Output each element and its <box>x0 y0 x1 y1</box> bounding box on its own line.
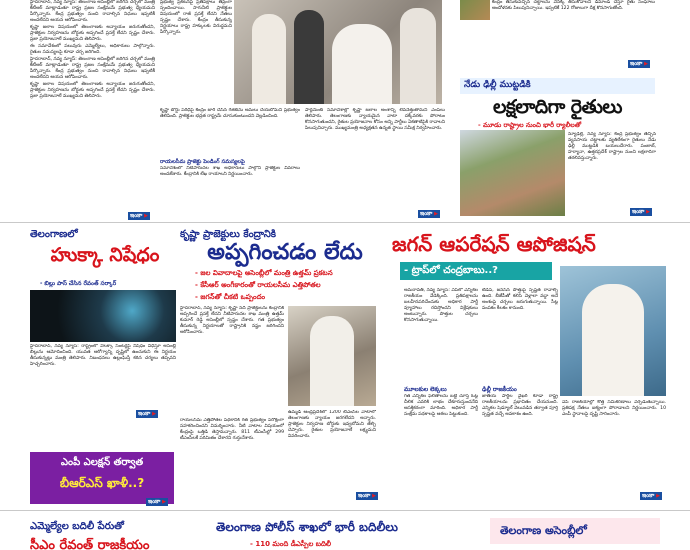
minister-uttam-photo <box>288 306 376 406</box>
person-figure <box>252 14 286 104</box>
hookah-tag: తెలంగాణలో <box>30 229 78 240</box>
ministers-photo <box>234 0 442 104</box>
person-figure <box>582 284 644 396</box>
jagan-text-c: గత ఎన్నికల ఫలితాలను బట్టి చూస్తే ఓట్ల చీలిక ఎవరికి లాభం చేకూరుస్తుందనేది ఆసక్తికరంగా మారింది. అధికార పార్టీ సంక్షేమ పథకాలపై ఆశలు పెట్టుకుంది. <box>404 394 478 417</box>
police-headline: తెలంగాణ పోలీస్ శాఖలో భారీ బదిలీలు <box>216 520 398 534</box>
paragraph: కృష్ణా జలాల విషయంలో తెలంగాణకు అన్యాయం జరుగుతోందని, ప్రాజెక్టుల నిర్వహణను బోర్డుకు అప్పగించే ప్రసక్తే లేదని స్పష్టం చేశారు. ప్రజా ప్రయోజనాలే ముఖ్యమని తెలిపారు. <box>30 25 155 42</box>
paragraph: హైదరాబాద్, నవ్య న్యూస్: తెలంగాణ అసెంబ్లీలో జరిగిన చర్చలో మంత్రి కేటీఆర్ మాట్లాడుతూ రాష్ట్ర ప్రజల సంక్షేమమే ప్రభుత్వ ధ్యేయమని పేర్కొన్నారు. కేంద్ర ప్రభుత్వం నుంచి రావాల్సిన నిధులు ఇప్పటికీ అందలేదని ఆయన ఆరోపించారు. <box>30 0 155 23</box>
top-left-article <box>30 0 155 222</box>
mla-tag: ఎమ్మెల్యేల బదిలీ పేరుతో <box>30 521 124 532</box>
divider <box>0 510 690 511</box>
person-figure <box>310 316 354 406</box>
more-link[interactable]: ఇంకా ▶ <box>630 208 652 216</box>
farmers-text: న్యూఢిల్లీ, నవ్య న్యూస్: కేంద్ర ప్రభుత్వం తెచ్చిన వ్యవసాయ చట్టాలకు వ్యతిరేకంగా రైతులు నేడు ఢిల్లీ ముట్టడికి బయలుదేరారు. పంజాబ్, హర్యానా, ఉత్తరప్రదేశ్ రాష్ట్రాల నుంచి లక్షలాదిగా తరలివస్తున్నారు. <box>568 132 656 161</box>
krishna-text-left: హైదరాబాద్, నవ్య న్యూస్: కృష్ణా నది ప్రాజెక్టులను కేంద్రానికి అప్పగించే ప్రసక్తే లేదని నీటిపారుదల శాఖ మంత్రి ఉత్తమ్ కుమార్ రెడ్డి అసెంబ్లీలో స్పష్టం చేశారు. గత ప్రభుత్వం తీసుకున్న నిర్ణయాలతో రాష్ట్రానికి నష్టం జరిగిందని ఆరోపించారు. <box>180 306 284 335</box>
jagan-headline: జగన్ ఆపరేషన్ ఆపోజిషన్ <box>392 232 596 256</box>
paragraph: ఈ సమావేశంలో పలువురు ఎమ్మెల్యేలు, అధికారులు పాల్గొన్నారు. రైతుల సమస్యలపై కూడా చర్చ జరిగింది. <box>30 44 155 55</box>
more-link[interactable]: ఇంకా ▶ <box>146 498 168 506</box>
top-center-right-text: పార్లమెంట్ సమావేశాల్లో కృష్ణా జలాల అంశాన్ని లేవనెత్తుతామని ఎంపీలు తెలిపారు. తెలంగాణకు న్యాయమైన వాటా దక్కేవరకు పోరాటం కొనసాగుతుందని, రైతుల ప్రయోజనాల కోసం అన్ని పార్టీలు ఏకతాటిపైకి రావాలని పిలుపునిచ్చారు. ముఖ్యమంత్రి అధ్యక్షతన ఉన్నత స్థాయి సమీక్ష నిర్వహించారు. <box>305 108 445 131</box>
farmers-top-text: కేంద్రం తీసుకువచ్చిన చట్టాలను వెనక్కి తీసుకోవాలని డిమాండ్ చేస్తూ రైతు సంఘాలు ఆందోళనకు పిలుపునిచ్చాయి. ఇప్పటికే 122 రోజులుగా దీక్ష కొనసాగుతోంది. <box>492 0 655 11</box>
subhead: రాయలసీమ ప్రాజెక్టు పెండింగ్ సమస్యలపై <box>160 159 245 165</box>
krishna-text-mid: ఉమ్మడి ఆంధ్రప్రదేశ్‌లో 1200 టీఎంసీల వాటాలో తెలంగాణకు న్యాయం జరగలేదని అన్నారు. ప్రాజెక్టుల నిర్వహణ బోర్డుకు ఇవ్వబోమని తేల్చి చెప్పారు. రైతుల ప్రయోజనాలే లక్ష్యమని వివరించారు. <box>288 410 376 439</box>
jagan-text-b: టీడీపీ, జనసేన పొత్తుపై స్పష్టత రావాల్సి ఉంది. బీజేపీతో కలిసి వెళ్లాలా వద్దా అనే అంశంపై చర్చలు జరుగుతున్నాయి. సీట్ల పంపకం కీలకం కానుంది. <box>482 288 558 311</box>
krishna-bullet: - జల వివాదాలపై అసెంబ్లీలో మంత్రి ఉత్తమ్ ప్రకటన <box>195 269 333 277</box>
hookah-subline: - బిల్లు పాస్ చేసిన రేవంత్ సర్కార్ <box>40 281 117 287</box>
farmers-headline: లక్షలాదిగా రైతులు <box>493 96 622 118</box>
jagan-sub-a: మూలకుల లెక్కలు <box>404 386 447 393</box>
top-center-bottom-text: సమావేశంలో నీటిపారుదల శాఖ అధికారులు పాల్గొని ప్రాజెక్టుల వివరాలు అందజేశారు. కేంద్రానికి లేఖ రాయాలని నిర్ణయించారు. <box>160 166 300 177</box>
more-link[interactable]: ఇంకా ▶ <box>628 60 650 68</box>
assembly-headline: తెలంగాణ అసెంబ్లీలో <box>500 524 587 537</box>
farmers-rally-photo <box>460 130 565 216</box>
top-center-lower-text: కృష్ణా బోర్డు పరిధిపై కేంద్రం జారీ చేసిన గెజిట్‌ను అమలు చేయబోమని ప్రభుత్వం తెలిపింది. ప్రాజెక్టుల భద్రత రాష్ట్రమే చూసుకుంటుందని వెల్లడించింది. <box>160 108 300 119</box>
hookah-headline: హుక్కా నిషేధం <box>50 244 160 266</box>
more-link[interactable]: ఇంకా ▶ <box>640 492 662 500</box>
jagan-text-a: అమరావతి, నవ్య న్యూస్: ఏపీలో ఎన్నికల రాజకీయం వేడెక్కింది. ప్రతిపక్షాలను బలహీనపరిచేందుకు అధికార పార్టీ వ్యూహాలు రచిస్తోందని విశ్లేషకులు అంటున్నారు. పొత్తుల చర్చలు కొనసాగుతున్నాయి. <box>404 288 478 323</box>
jagan-photo <box>560 266 666 396</box>
more-link[interactable]: ఇంకా ▶ <box>136 410 158 418</box>
jagan-subline: - ట్రాప్‌లో చంద్రబాబు..? <box>404 265 498 276</box>
krishna-bullet: - జగన్‌తో చీకటి ఒప్పందం <box>195 293 266 301</box>
brs-line1: ఎంపీ ఎలక్షన్ తర్వాత <box>60 457 144 468</box>
jagan-text-d: జాతీయ పార్టీల వైఖరి కూడా రాష్ట్ర రాజకీయాలను ప్రభావితం చేయనుంది. ఎన్నికల షెడ్యూల్ వెలువడిన తర్వాత పూర్తి స్పష్టత వచ్చే అవకాశం ఉంది. <box>482 394 558 417</box>
more-link[interactable]: ఇంకా ▶ <box>128 212 150 220</box>
farmers-subline: - మూడు రాష్ట్రాల నుంచి భారీ ర్యాలీలతో <box>478 121 582 129</box>
more-link[interactable]: ఇంకా ▶ <box>356 492 378 500</box>
krishna-tag: కృష్ణా ప్రాజెక్టులు కేంద్రానికి <box>180 229 276 240</box>
more-link[interactable]: ఇంకా ▶ <box>418 210 440 218</box>
krishna-bullet: - కేసీఆర్ అంగీకారంతో రాయలసీమ ఎత్తిపోతల <box>195 281 321 289</box>
brs-line2: బీఆర్ఎస్ ఖాళీ..? <box>59 476 145 490</box>
jagan-sub-b: ఢిల్లీ రాజకీయం <box>482 386 517 393</box>
mla-sub: సీఎం రేవంత్ రాజకీయం <box>30 538 150 550</box>
paragraph: హైదరాబాద్, నవ్య న్యూస్: తెలంగాణ అసెంబ్లీలో జరిగిన చర్చలో మంత్రి కేటీఆర్ మాట్లాడుతూ రాష్ట్ర ప్రజల సంక్షేమమే ప్రభుత్వ ధ్యేయమని పేర్కొన్నారు. కేంద్ర ప్రభుత్వం నుంచి రావాల్సిన నిధులు ఇప్పటికీ అందలేదని ఆయన ఆరోపించారు. <box>30 57 155 80</box>
hookah-photo <box>30 290 176 342</box>
jagan-text-e: ఏపీ రాజకీయాల్లో కొత్త సమీకరణాలు ఏర్పడుతున్నాయి. ప్రతిపక్ష నేతలు ఐక్యంగా పోరాడాలని నిర్ణయించారు. 10 ఎంపీ స్థానాలపై దృష్టి సారించారు. <box>562 400 666 417</box>
person-figure <box>400 8 436 104</box>
police-subline: - 110 మంది డీఎస్పీల బదిలీ <box>250 540 332 548</box>
top-center-text: ప్రభుత్వ ప్రకటనపై ప్రతిపక్షాలు తీవ్రంగా స్పందించాయి. సాగునీటి ప్రాజెక్టుల విషయంలో రాజీ ప్రసక్తే లేదని నేతలు స్పష్టం చేశారు. కేంద్రం తీసుకున్న నిర్ణయాలు రాష్ట్ర హక్కులకు విరుద్ధమని పేర్కొన్నారు. <box>160 0 232 35</box>
person-figure <box>294 10 324 104</box>
divider <box>0 222 690 223</box>
krishna-headline: అప్పగించడం లేదు <box>207 240 363 265</box>
paragraph: కృష్ణా జలాల విషయంలో తెలంగాణకు అన్యాయం జరుగుతోందని, ప్రాజెక్టుల నిర్వహణను బోర్డుకు అప్పగించే ప్రసక్తే లేదని స్పష్టం చేశారు. ప్రజా ప్రయోజనాలే ముఖ్యమని తెలిపారు. <box>30 82 155 99</box>
hookah-text: హైదరాబాద్, నవ్య న్యూస్: రాష్ట్రంలో హుక్కా సెంటర్లపై నిషేధం విధిస్తూ అసెంబ్లీ బిల్లును ఆమోదించింది. యువత ఆరోగ్యాన్ని దృష్టిలో ఉంచుకుని ఈ నిర్ణయం తీసుకున్నట్లు మంత్రి తెలిపారు. నిబంధనలు ఉల్లంఘిస్తే కఠిన చర్యలు తప్పవని హెచ్చరించారు. <box>30 344 176 367</box>
krishna-text-right: రాయలసీమ ఎత్తిపోతల పథకానికి గత ప్రభుత్వం పరోక్షంగా సహకరించిందని విమర్శించారు. నీటి వాటాల విషయంలో కేంద్రంపై ఒత్తిడి తెస్తామన్నారు. 811 టీఎంసీల్లో 299 టీఎంసీలకే పరిమితం చేశారని గుర్తుచేశారు. <box>180 418 284 441</box>
person-figure <box>332 24 392 104</box>
farmers-tag: నేడు ఢిల్లీ ముట్టడికి <box>464 80 531 90</box>
